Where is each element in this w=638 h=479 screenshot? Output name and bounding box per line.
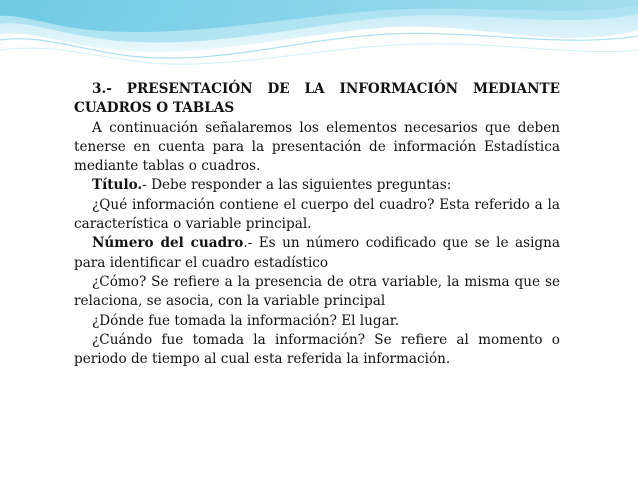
numero-text: .- Es un número codificado que se le asigna para identificar el cuadro estadístico <box>74 235 560 271</box>
document-body <box>74 80 560 369</box>
paragraph-question-cuando: ¿Cuándo fue tomada la información? Se refiere al momento o periodo de tiempo al cual esta referida la información. <box>74 331 560 368</box>
paragraph-titulo <box>74 176 560 195</box>
heading-number: 3.- <box>92 81 112 97</box>
section-heading <box>74 80 560 119</box>
titulo-text: - Debe responder a las siguientes preguntas: <box>142 177 452 194</box>
heading-title: PRESENTACIÓN DE LA INFORMACIÓN MEDIANTE CUADROS O TABLAS <box>74 81 560 117</box>
numero-label: Número del cuadro <box>92 235 244 252</box>
titulo-label: Título. <box>92 177 143 194</box>
paragraph-question-que: ¿Qué información contiene el cuerpo del cuadro? Esta referido a la característica o variable principal. <box>74 196 560 233</box>
paragraph-intro: A continuación señalaremos los elementos necesarios que deben tenerse en cuenta para la presentación de información Estadística mediante tablas o cuadros. <box>74 119 560 175</box>
decorative-wave-header <box>0 0 638 80</box>
paragraph-question-donde: ¿Dónde fue tomada la información? El lugar. <box>92 312 400 329</box>
paragraph-question-como: ¿Cómo? Se refiere a la presencia de otra variable, la misma que se relaciona, se asocia, con la variable principal <box>74 273 560 310</box>
paragraph-numero <box>74 234 560 273</box>
